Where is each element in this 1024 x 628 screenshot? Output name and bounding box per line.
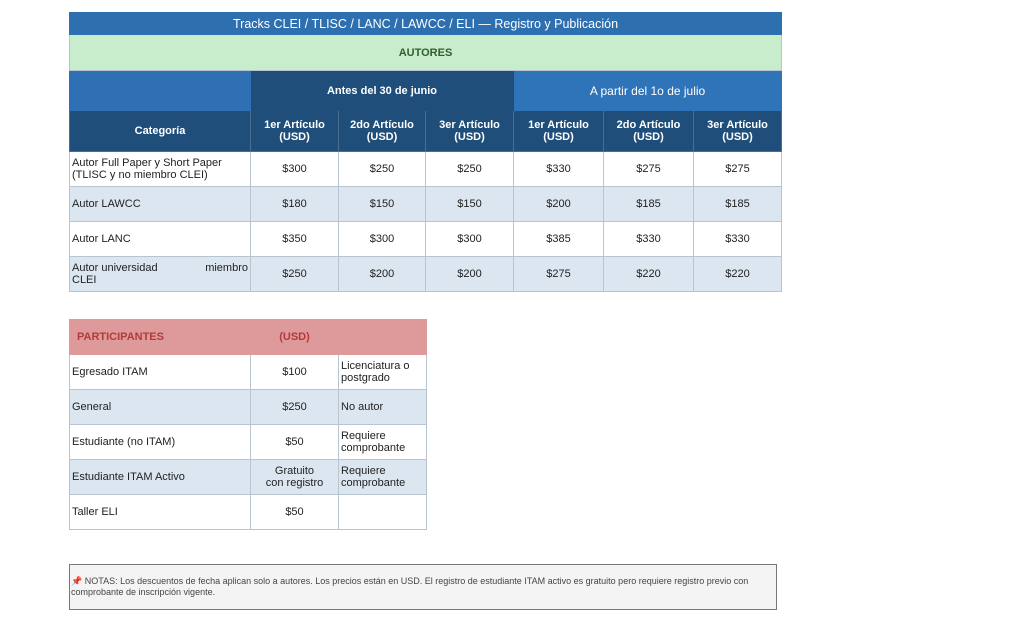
col-header: 2do Artículo (USD) [339, 111, 426, 152]
col-header: 2do Artículo (USD) [604, 111, 694, 152]
notes-text: NOTAS: Los descuentos de fecha aplican solo a autores. Los precios están en USD. El registro de estudiante ITAM activo es gratuito pero requiere registro previo con comprobante de inscripción vigente. [71, 576, 749, 597]
note-cell [339, 495, 427, 530]
price-cell: $350 [251, 222, 339, 257]
price-cell: $185 [694, 187, 782, 222]
notes-box [69, 564, 777, 610]
price-cell: $275 [694, 152, 782, 187]
autores-table [69, 12, 782, 292]
row-label: Autor LAWCC [70, 187, 251, 222]
price-cell: $385 [514, 222, 604, 257]
table-row [70, 355, 427, 390]
table-row [70, 152, 782, 187]
participantes-table [69, 319, 427, 530]
row-label: Egresado ITAM [70, 355, 251, 390]
group-early: Antes del 30 de junio [251, 71, 514, 111]
spreadsheet [69, 12, 781, 610]
table-row [70, 425, 427, 460]
price-cell: $100 [251, 355, 339, 390]
row-label: Estudiante (no ITAM) [70, 425, 251, 460]
price-cell: $50 [251, 425, 339, 460]
table-row [70, 390, 427, 425]
price-cell: $150 [426, 187, 514, 222]
table-row [70, 257, 782, 292]
price-cell: $250 [251, 390, 339, 425]
pin-icon: 📌 [71, 576, 83, 586]
price-cell: Gratuito con registro [251, 460, 339, 495]
price-cell: $330 [604, 222, 694, 257]
price-cell: $200 [514, 187, 604, 222]
sheet-title: Tracks CLEI / TLISC / LANC / LAWCC / ELI — Registro y Publicación [70, 13, 782, 35]
participantes-heading: PARTICIPANTES [70, 320, 251, 355]
note-cell: Requiere comprobante [339, 425, 427, 460]
price-cell: $180 [251, 187, 339, 222]
table-row [70, 495, 427, 530]
row-label: Estudiante ITAM Activo [70, 460, 251, 495]
price-cell: $50 [251, 495, 339, 530]
price-cell: $275 [604, 152, 694, 187]
row-label: General [70, 390, 251, 425]
table-row [70, 222, 782, 257]
price-cell: $275 [514, 257, 604, 292]
col-header: 1er Artículo (USD) [251, 111, 339, 152]
price-cell: $250 [426, 152, 514, 187]
price-cell: $185 [604, 187, 694, 222]
price-cell: $300 [426, 222, 514, 257]
price-cell: $300 [339, 222, 426, 257]
table-row [70, 187, 782, 222]
price-cell: $220 [694, 257, 782, 292]
note-cell: Licenciatura o postgrado [339, 355, 427, 390]
price-cell: $250 [251, 257, 339, 292]
col-header: 3er Artículo (USD) [426, 111, 514, 152]
price-cell: $220 [604, 257, 694, 292]
col-header-category: Categoría [70, 111, 251, 152]
table-row [70, 460, 427, 495]
blank-header-cell [70, 71, 251, 111]
autores-heading: AUTORES [70, 35, 782, 71]
note-cell: No autor [339, 390, 427, 425]
price-cell: $330 [514, 152, 604, 187]
row-label: Taller ELI [70, 495, 251, 530]
price-cell: $150 [339, 187, 426, 222]
row-label: Autor universidad miembro CLEI [70, 257, 251, 292]
usd-header: (USD) [251, 320, 339, 355]
col-header: 1er Artículo (USD) [514, 111, 604, 152]
price-cell: $300 [251, 152, 339, 187]
note-cell: Requiere comprobante [339, 460, 427, 495]
blank-header-cell [339, 320, 427, 355]
price-cell: $250 [339, 152, 426, 187]
col-header: 3er Artículo (USD) [694, 111, 782, 152]
group-late: A partir del 1o de julio [514, 71, 782, 111]
price-cell: $200 [339, 257, 426, 292]
row-label: Autor Full Paper y Short Paper (TLISC y no miembro CLEI) [70, 152, 251, 187]
price-cell: $330 [694, 222, 782, 257]
price-cell: $200 [426, 257, 514, 292]
row-label: Autor LANC [70, 222, 251, 257]
